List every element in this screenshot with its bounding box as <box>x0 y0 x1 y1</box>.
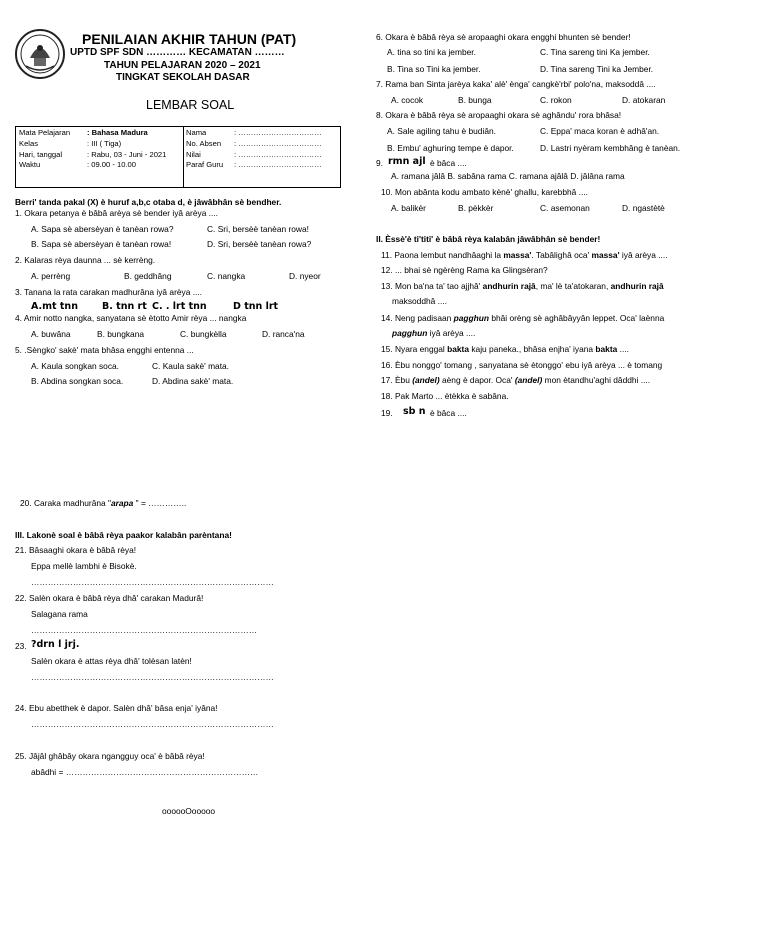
option-4c: C. bungkèlla <box>180 329 227 339</box>
question-14: 14. Neng padisaan pagghun bhâi orèng sè aghâbâyyân leppet. Oca' laènna <box>381 313 665 323</box>
question-23-number: 23. <box>15 641 27 651</box>
option-3c: C. . lrt tnn <box>152 301 207 312</box>
option-1b: B. Sapa sè abersèyan è tanèan rowa! <box>31 239 172 249</box>
option-7c: C. rokon <box>540 95 572 105</box>
score-field[interactable]: : …………………………… <box>234 150 322 159</box>
question-12: 12. ... bhai sè ngèrèng Rama ka Glingsèran? <box>381 265 548 275</box>
info-value-time: : 09.00 - 10.00 <box>87 160 136 169</box>
question-1: 1. Okara petanya è bâbâ arèya sè bender iyâ arèya .... <box>15 208 218 218</box>
question-13: 13. Mon ba'na ta' tao ajjhâ' andhurin rajâ, ma' lè ta'atokaran, andhurin rajâ <box>381 281 664 291</box>
option-7a: A. cocok <box>391 95 424 105</box>
option-6d: D. Tina sareng Tini ka Jember. <box>540 64 654 74</box>
question-9-options: A. ramana jâlâ B. sabâna rama C. ramana ajâlâ D. jâlâna rama <box>391 171 625 181</box>
question-19-javanese-script: sb n <box>403 406 426 417</box>
option-10a: A. balikèr <box>391 203 426 213</box>
question-7: 7. Rama ban Sinta jarèya kaka' alè' ènga' cangkè'rbi' polo'na, maksoddâ .... <box>376 79 656 89</box>
question-19-text: è bâca .... <box>430 408 467 418</box>
option-10d: D. ngastètè <box>622 203 665 213</box>
option-8b: B. Embu' aghuring tempe è dapor. <box>387 143 514 153</box>
option-2a: A. perrèng <box>31 271 71 281</box>
question-23-javanese-script: ?drn l jrj. <box>31 639 80 650</box>
option-8a: A. Sale agiling tahu è budiân. <box>387 126 496 136</box>
answer-line-23[interactable]: …………………………………………………………………………… <box>31 672 274 682</box>
question-9-text: è bâca .... <box>430 158 467 168</box>
exam-title: PENILAIAN AKHIR TAHUN (PAT) <box>82 31 297 47</box>
option-5a: A. Kaula songkan soca. <box>31 361 119 371</box>
question-19-number: 19. <box>381 408 393 418</box>
info-value-date: : Rabu, 03 - Juni - 2021 <box>87 150 167 159</box>
question-20: 20. Caraka madhurâna "arapa " = ………….. <box>20 498 187 508</box>
option-7d: D. atokaran <box>622 95 666 105</box>
school-emblem-logo <box>14 28 66 80</box>
sheet-title: LEMBAR SOAL <box>146 98 235 112</box>
info-label: Kelas <box>19 139 38 148</box>
option-8d: D. Lastri nyèram kembhâng è tanèan. <box>540 143 681 153</box>
option-6b: B. Tina so Tini ka jember. <box>387 64 481 74</box>
question-21: 21. Bâsaaghi okara è bâbâ rèya! <box>15 545 137 555</box>
question-25: 25. Jâjâl ghâbây okara ngangguy oca' è bâbâ rèya! <box>15 751 205 761</box>
option-4d: D. ranca'na <box>262 329 305 339</box>
section2-instruction: II. Èssè'è ti'titi' è bâbâ rèya kalabân jâwâbhân sè bender! <box>376 234 601 244</box>
academic-year: TAHUN PELAJARAN 2020 – 2021 <box>104 60 261 71</box>
question-17: 17. Èbu (andel) aèng è dapor. Oca' (andel) mon ètandhu'aghi dâddhi .... <box>381 375 651 385</box>
info-label: Nama <box>186 128 207 137</box>
question-13-continued: maksoddhâ .... <box>392 296 447 306</box>
question-9-number: 9. <box>376 158 383 168</box>
option-3d: D tnn lrt <box>233 301 279 312</box>
option-4a: A. buwâna <box>31 329 71 339</box>
question-23-instruction: Salèn okara è attas rèya dhâ' tolèsan latèn! <box>31 656 192 666</box>
section1-instruction: Berri' tanda pakal (X) è huruf a,b,c otaba d, è jâwâbhân sè bendher. <box>15 197 282 207</box>
option-1c: C. Sri, bersèè tanèan rowa! <box>207 224 309 234</box>
info-value-subject: : Bahasa Madura <box>87 128 148 137</box>
question-5: 5. .Sèngko' sakè' mata bhâsa engghi entenna ... <box>15 345 194 355</box>
name-field[interactable]: : …………………………… <box>234 128 322 137</box>
option-5d: D. Abdina sakè' mata. <box>152 376 234 386</box>
option-10b: B. pèkkèr <box>458 203 494 213</box>
option-8c: C. Eppa' maca koran è adhâ'an. <box>540 126 660 136</box>
question-22: 22. Salèn okara è bâbâ rèya dhâ' carakan Madurâ! <box>15 593 204 603</box>
teacher-signature-field[interactable]: : …………………………… <box>234 160 322 169</box>
info-value-class: : III ( Tiga) <box>87 139 122 148</box>
option-4b: B. bungkana <box>97 329 145 339</box>
option-2b: B. geddhâng <box>124 271 172 281</box>
question-25-answer[interactable]: abâdhi = …………………………………………………………… <box>31 767 259 777</box>
option-1d: D. Sri, bersèè tanèan rowa? <box>207 239 312 249</box>
question-14-continued: pagghun iyâ arèya .... <box>392 328 476 338</box>
info-label: No. Absen <box>186 139 222 148</box>
option-10c: C. asemonan <box>540 203 590 213</box>
question-24: 24. Ebu abetthek è dapor. Salèn dhâ' bâsa enja' iyâna! <box>15 703 218 713</box>
question-2: 2. Kalaras rèya daunna ... sè kerrèng. <box>15 255 156 265</box>
option-7b: B. bunga <box>458 95 492 105</box>
question-15: 15. Nyara enggal bakta kaju paneka., bhâsa enjha' iyana bakta .... <box>381 344 629 354</box>
info-label: Waktu <box>19 160 41 169</box>
question-18: 18. Pak Marto ... ètèkka è sabâna. <box>381 391 509 401</box>
answer-line-21[interactable]: …………………………………………………………………………… <box>31 577 274 587</box>
question-16: 16. Èbu nonggo' tomang , sanyatana sè ètonggo' ebu iyâ arèya ... è tomang <box>381 360 663 370</box>
question-10: 10. Mon abânta kodu ambato kènè' ghallu, karebbhâ .... <box>381 187 588 197</box>
option-3a: A.mt tnn <box>31 301 78 312</box>
info-label: Nilai <box>186 150 201 159</box>
footer-ornament: oooooOooooo <box>162 806 216 816</box>
info-label: Hari, tanggal <box>19 150 63 159</box>
option-5c: C. Kaula sakè' mata. <box>152 361 230 371</box>
school-level: TINGKAT SEKOLAH DASAR <box>116 72 250 83</box>
option-2d: D. nyeor <box>289 271 321 281</box>
question-8: 8. Okara è bâbâ rèya sè aropaaghi okara sè aghându' rora bhâsa! <box>376 110 622 120</box>
question-22-sentence: Salagana rama <box>31 609 88 619</box>
absence-number-field[interactable]: : …………………………… <box>234 139 322 148</box>
option-3b: B. tnn rt <box>102 301 147 312</box>
question-11: 11. Paona lembut nandhâaghi la massa'. Tabâlighâ oca' massa' iyâ arèya .... <box>381 250 668 260</box>
question-21-sentence: Eppa mellè lambhi è Bisokè. <box>31 561 137 571</box>
section3-instruction: III. Lakonè soal è bâbâ rèya paakor kalabân parèntana! <box>15 530 232 540</box>
info-label: Paraf Guru <box>186 160 224 169</box>
question-4: 4. Amir notto nangka, sanyatana sè ètotto Amir rèya ... nangka <box>15 313 247 323</box>
option-2c: C. nangka <box>207 271 246 281</box>
question-6: 6. Okara è bâbâ rèya sè aropaaghi okara engghi bhunten sè bender! <box>376 32 631 42</box>
school-line: UPTD SPF SDN ………… KECAMATAN ……… <box>70 47 285 58</box>
question-9-javanese-script: rmn ajl <box>388 156 426 167</box>
answer-line-24[interactable]: …………………………………………………………………………… <box>31 719 274 729</box>
option-6c: C. Tina sareng tini Ka jember. <box>540 47 650 57</box>
option-5b: B. Abdina songkan soca. <box>31 376 124 386</box>
option-6a: A. tina so tini ka jember. <box>387 47 476 57</box>
question-3: 3. Tanana la rata carakan madhurâna iyâ arèya .... <box>15 287 203 297</box>
info-label: Mata Pelajaran <box>19 128 71 137</box>
answer-line-22[interactable]: ……………………………………………………………………… <box>31 625 258 635</box>
option-1a: A. Sapa sè abersèyan è tanèan rowa? <box>31 224 174 234</box>
